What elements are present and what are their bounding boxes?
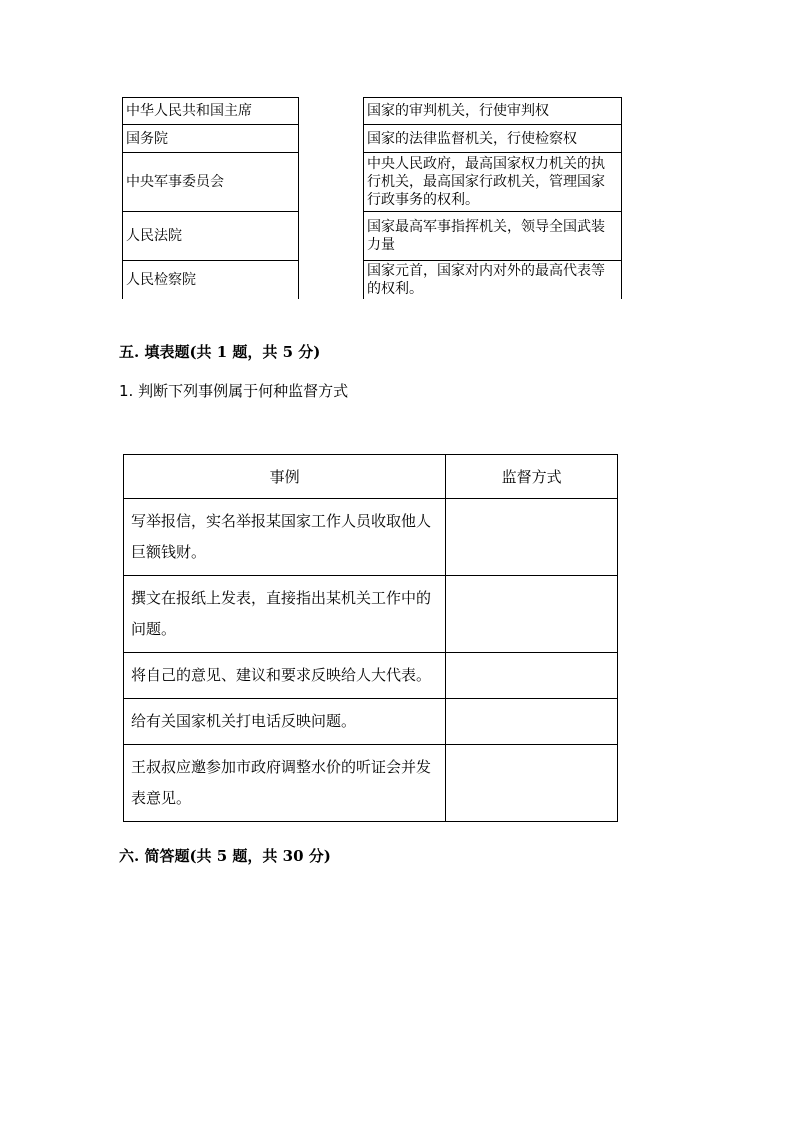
section-6-heading: 六. 简答题(共 5 题，共 30 分) bbox=[119, 847, 331, 865]
matching-right-column bbox=[363, 97, 622, 299]
case-cell: 写举报信，实名举报某国家工作人员收取他人巨额钱财。 bbox=[124, 499, 446, 576]
answer-cell[interactable] bbox=[446, 745, 618, 822]
matching-left-column bbox=[122, 97, 299, 299]
table-row bbox=[124, 745, 618, 822]
section-5-heading: 五. 填表题(共 1 题，共 5 分) bbox=[119, 343, 321, 361]
header-method: 监督方式 bbox=[446, 455, 618, 499]
case-cell: 给有关国家机关打电话反映问题。 bbox=[124, 699, 446, 745]
right-item: 国家最高军事指挥机关，领导全国武装力量 bbox=[364, 212, 622, 261]
answer-cell[interactable] bbox=[446, 576, 618, 653]
header-case: 事例 bbox=[124, 455, 446, 499]
answer-cell[interactable] bbox=[446, 653, 618, 699]
left-item: 人民法院 bbox=[123, 212, 299, 261]
table-header-row bbox=[124, 455, 618, 499]
answer-cell[interactable] bbox=[446, 699, 618, 745]
right-item: 国家的法律监督机关，行使检察权 bbox=[364, 125, 622, 153]
table-row bbox=[124, 499, 618, 576]
left-item: 中华人民共和国主席 bbox=[123, 98, 299, 125]
answer-cell[interactable] bbox=[446, 499, 618, 576]
left-item: 人民检察院 bbox=[123, 261, 299, 299]
table-row bbox=[124, 653, 618, 699]
left-item: 国务院 bbox=[123, 125, 299, 153]
question-1-prompt: 1. 判断下列事例属于何种监督方式 bbox=[119, 382, 349, 400]
right-item: 国家的审判机关，行使审判权 bbox=[364, 98, 622, 125]
case-cell: 撰文在报纸上发表，直接指出某机关工作中的问题。 bbox=[124, 576, 446, 653]
table-row bbox=[124, 576, 618, 653]
right-item: 国家元首，国家对内对外的最高代表等的权利。 bbox=[364, 261, 622, 299]
supervision-table bbox=[123, 454, 618, 822]
case-cell: 王叔叔应邀参加市政府调整水价的听证会并发表意见。 bbox=[124, 745, 446, 822]
right-item: 中央人民政府，最高国家权力机关的执行机关，最高国家行政机关，管理国家行政事务的权利。 bbox=[364, 153, 622, 212]
left-item: 中央军事委员会 bbox=[123, 153, 299, 212]
table-row bbox=[124, 699, 618, 745]
case-cell: 将自己的意见、建议和要求反映给人大代表。 bbox=[124, 653, 446, 699]
